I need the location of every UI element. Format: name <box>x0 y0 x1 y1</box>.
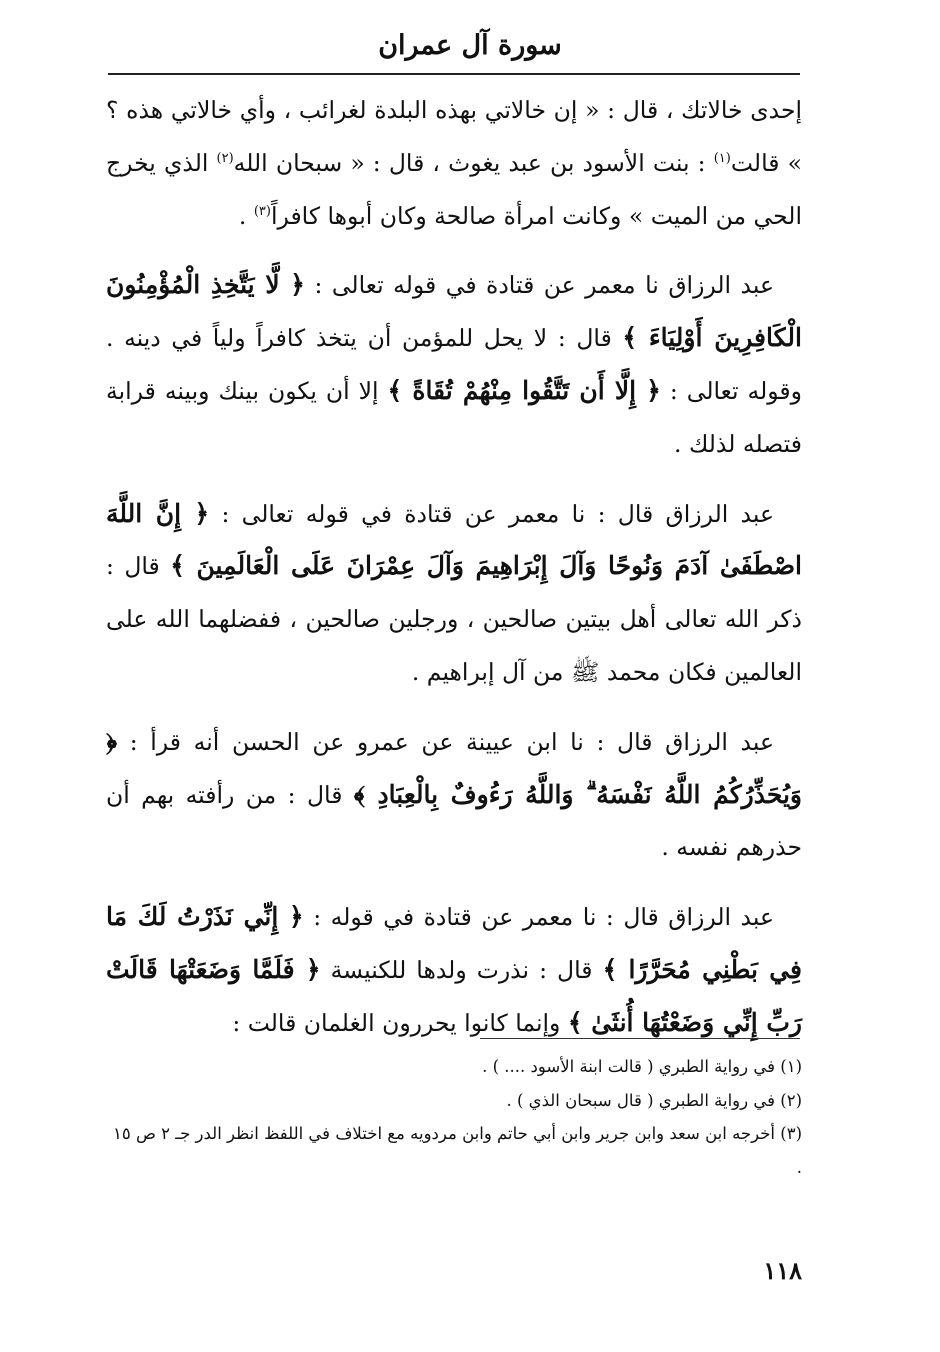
quran-verse: ﴿ فَلَمَّا وَضَعَتْهَا قَالَتْ رَبِّ إِنِّي وَضَعْتُهَا أُنثَىٰ ﴾ <box>106 954 802 1037</box>
quran-verse: ﴿ وَيُحَذِّرُكُمُ اللَّهُ نَفْسَهُ ۗ وَاللَّهُ رَءُوفٌ بِالْعِبَادِ ﴾ <box>106 726 802 809</box>
footnote-ref-1: (١) <box>713 150 731 166</box>
p2-text-a: عبد الرزاق نا معمر عن قتادة في قوله تعالى : <box>304 271 775 300</box>
footnote-ref-3: (٣) <box>253 203 271 219</box>
footnote-3: (٣) أخرجه ابن سعد وابن جرير وابن أبي حاتم وابن مردويه مع اختلاف في اللفظ انظر الدر جـ ٢ ص ١٥ . <box>112 1124 802 1177</box>
running-header-title: سورة آل عمران <box>378 30 562 61</box>
paragraph-4 <box>106 716 802 874</box>
p1-text-a: إحدى خالاتك ، قال : « إن خالاتي بهذه البلدة لغرائب ، وأي خالاتي هذه ؟ » قالت <box>106 96 802 177</box>
p1-text-b: : بنت الأسود بن عبد يغوث ، قال : « سبحان الله <box>233 148 714 177</box>
p5-text-b: قال : نذرت ولدها للكنيسة <box>320 955 603 984</box>
p3-text-b: قال : ذكر الله تعالى أهل بيتين صالحين ، ورجلين صالحين ، ففضلهما الله على العالمين فكان محمد ﷺ من آل إبراهيم . <box>106 552 802 686</box>
p4-text-b: قال : من رأفته بهم أن حذرهم نفسه . <box>106 780 802 862</box>
paragraph-5 <box>106 891 802 1049</box>
footnote-ref-2: (٢) <box>216 150 234 166</box>
footnote-1: (١) في رواية الطبري ( قالت ابنة الأسود .... ) . <box>482 1057 802 1076</box>
footnotes <box>106 1050 802 1184</box>
p3-text-a: عبد الرزاق قال : نا معمر عن قتادة في قوله تعالى : <box>209 499 774 528</box>
quran-verse: ﴿ إِنِّي نَذَرْتُ لَكَ مَا فِي بَطْنِي مُحَرَّرًا ﴾ <box>106 902 802 984</box>
p4-text-a: عبد الرزاق قال : نا ابن عيينة عن عمرو عن الحسن أنه قرأ : <box>117 727 774 756</box>
footnote-2: (٢) في رواية الطبري ( قال سبحان الذي ) . <box>506 1090 802 1110</box>
body-text <box>106 84 802 1050</box>
paragraph-2 <box>106 259 802 470</box>
page-number: ١١٨ <box>763 1256 802 1285</box>
p2-text-c: إلا أن يكون بينك وبينه قرابة فتصله لذلك . <box>106 376 802 458</box>
p2-text-b: قال : لا يحل للمؤمن أن يتخذ كافراً ولياً في دينه . وقوله تعالى : <box>106 324 802 405</box>
paragraph-3 <box>106 488 802 699</box>
p1-text-d: . <box>238 201 254 230</box>
footnote-divider <box>480 1038 800 1039</box>
quran-verse: ﴿ إِنَّ اللَّهَ اصْطَفَىٰ آدَمَ وَنُوحًا وَآلَ إِبْرَاهِيمَ وَآلَ عِمْرَانَ عَلَى الْعَالَمِينَ ﴾ <box>106 498 803 581</box>
quran-verse: ﴿ إِلَّا أَن تَتَّقُوا مِنْهُمْ تُقَاةً ﴾ <box>387 375 661 405</box>
p1-text-c: الذي يخرج الحي من الميت » وكانت امرأة صالحة وكان أبوها كافراً <box>106 148 802 230</box>
header-divider <box>108 73 800 75</box>
paragraph-1 <box>106 84 802 242</box>
p5-text-c: وإنما كانوا يحررون الغلمان قالت : <box>232 1008 568 1037</box>
quran-verse: ﴿ لَّا يَتَّخِذِ الْمُؤْمِنُونَ الْكَافِرِينَ أَوْلِيَاءَ ﴾ <box>106 270 802 353</box>
p5-text-a: عبد الرزاق قال : نا معمر عن قتادة في قوله : <box>303 903 774 932</box>
